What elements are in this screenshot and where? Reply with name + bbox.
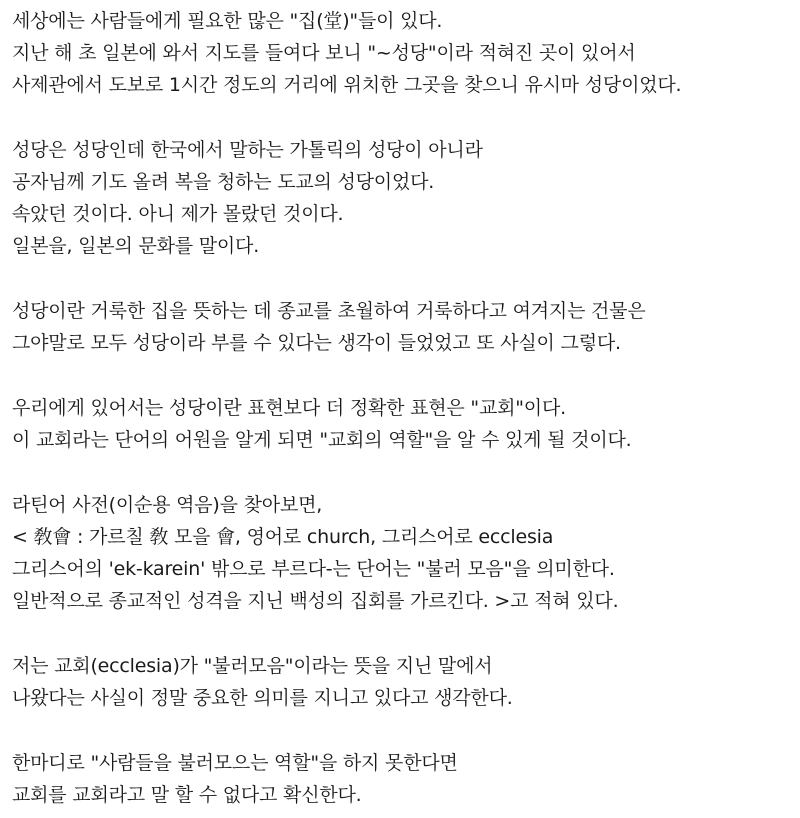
text-line: 사제관에서 도보로 1시간 정도의 거리에 위치한 그곳을 찾으니 유시마 성당이었다. [12, 74, 682, 96]
text-line: 성당은 성당인데 한국에서 말하는 가톨릭의 성당이 아니라 [12, 139, 483, 161]
text-line: 성당이란 거룩한 집을 뜻하는 데 종교를 초월하여 거룩하다고 여겨지는 건물은 [12, 300, 646, 322]
text-line: 나왔다는 사실이 정말 중요한 의미를 지니고 있다고 생각한다. [12, 687, 513, 709]
text-line: < 敎會 : 가르칠 敎 모을 會, 영어로 church, 그리스어로 ecclesia [12, 526, 554, 548]
paragraph-5 [12, 489, 800, 617]
paragraph-6 [12, 650, 800, 714]
paragraph-3 [12, 295, 800, 359]
paragraph-4 [12, 392, 800, 456]
text-line: 그리스어의 'ek-karein' 밖으로 부르다-는 단어는 "불러 모음"을 의미한다. [12, 558, 615, 580]
text-line: 그야말로 모두 성당이라 부를 수 있다는 생각이 들었었고 또 사실이 그렇다. [12, 332, 621, 354]
paragraph-1 [12, 5, 800, 101]
text-line: 우리에게 있어서는 성당이란 표현보다 더 정확한 표현은 "교회"이다. [12, 397, 566, 419]
text-line: 저는 교회(ecclesia)가 "불러모음"이라는 뜻을 지닌 말에서 [12, 655, 493, 677]
text-line: 일본을, 일본의 문화를 말이다. [12, 235, 260, 257]
text-line: 라틴어 사전(이순용 역음)을 찾아보면, [12, 494, 323, 516]
text-line: 일반적으로 종교적인 성격을 지닌 백성의 집회를 가르킨다. >고 적혀 있다. [12, 590, 619, 612]
text-line: 세상에는 사람들에게 필요한 많은 "집(堂)"들이 있다. [12, 10, 443, 32]
text-line: 한마디로 "사람들을 불러모으는 역할"을 하지 못한다면 [12, 752, 458, 774]
text-line: 속았던 것이다. 아니 제가 몰랐던 것이다. [12, 203, 344, 225]
paragraph-2 [12, 134, 800, 262]
paragraph-7 [12, 747, 800, 811]
text-line: 교회를 교회라고 말 할 수 없다고 확신한다. [12, 784, 362, 806]
text-line: 지난 해 초 일본에 와서 지도를 들여다 보니 "~성당"이라 적혀진 곳이 있어서 [12, 42, 636, 64]
text-line: 이 교회라는 단어의 어원을 알게 되면 "교회의 역할"을 알 수 있게 될 것이다. [12, 429, 632, 451]
text-line: 공자님께 기도 올려 복을 청하는 도교의 성당이었다. [12, 171, 435, 193]
